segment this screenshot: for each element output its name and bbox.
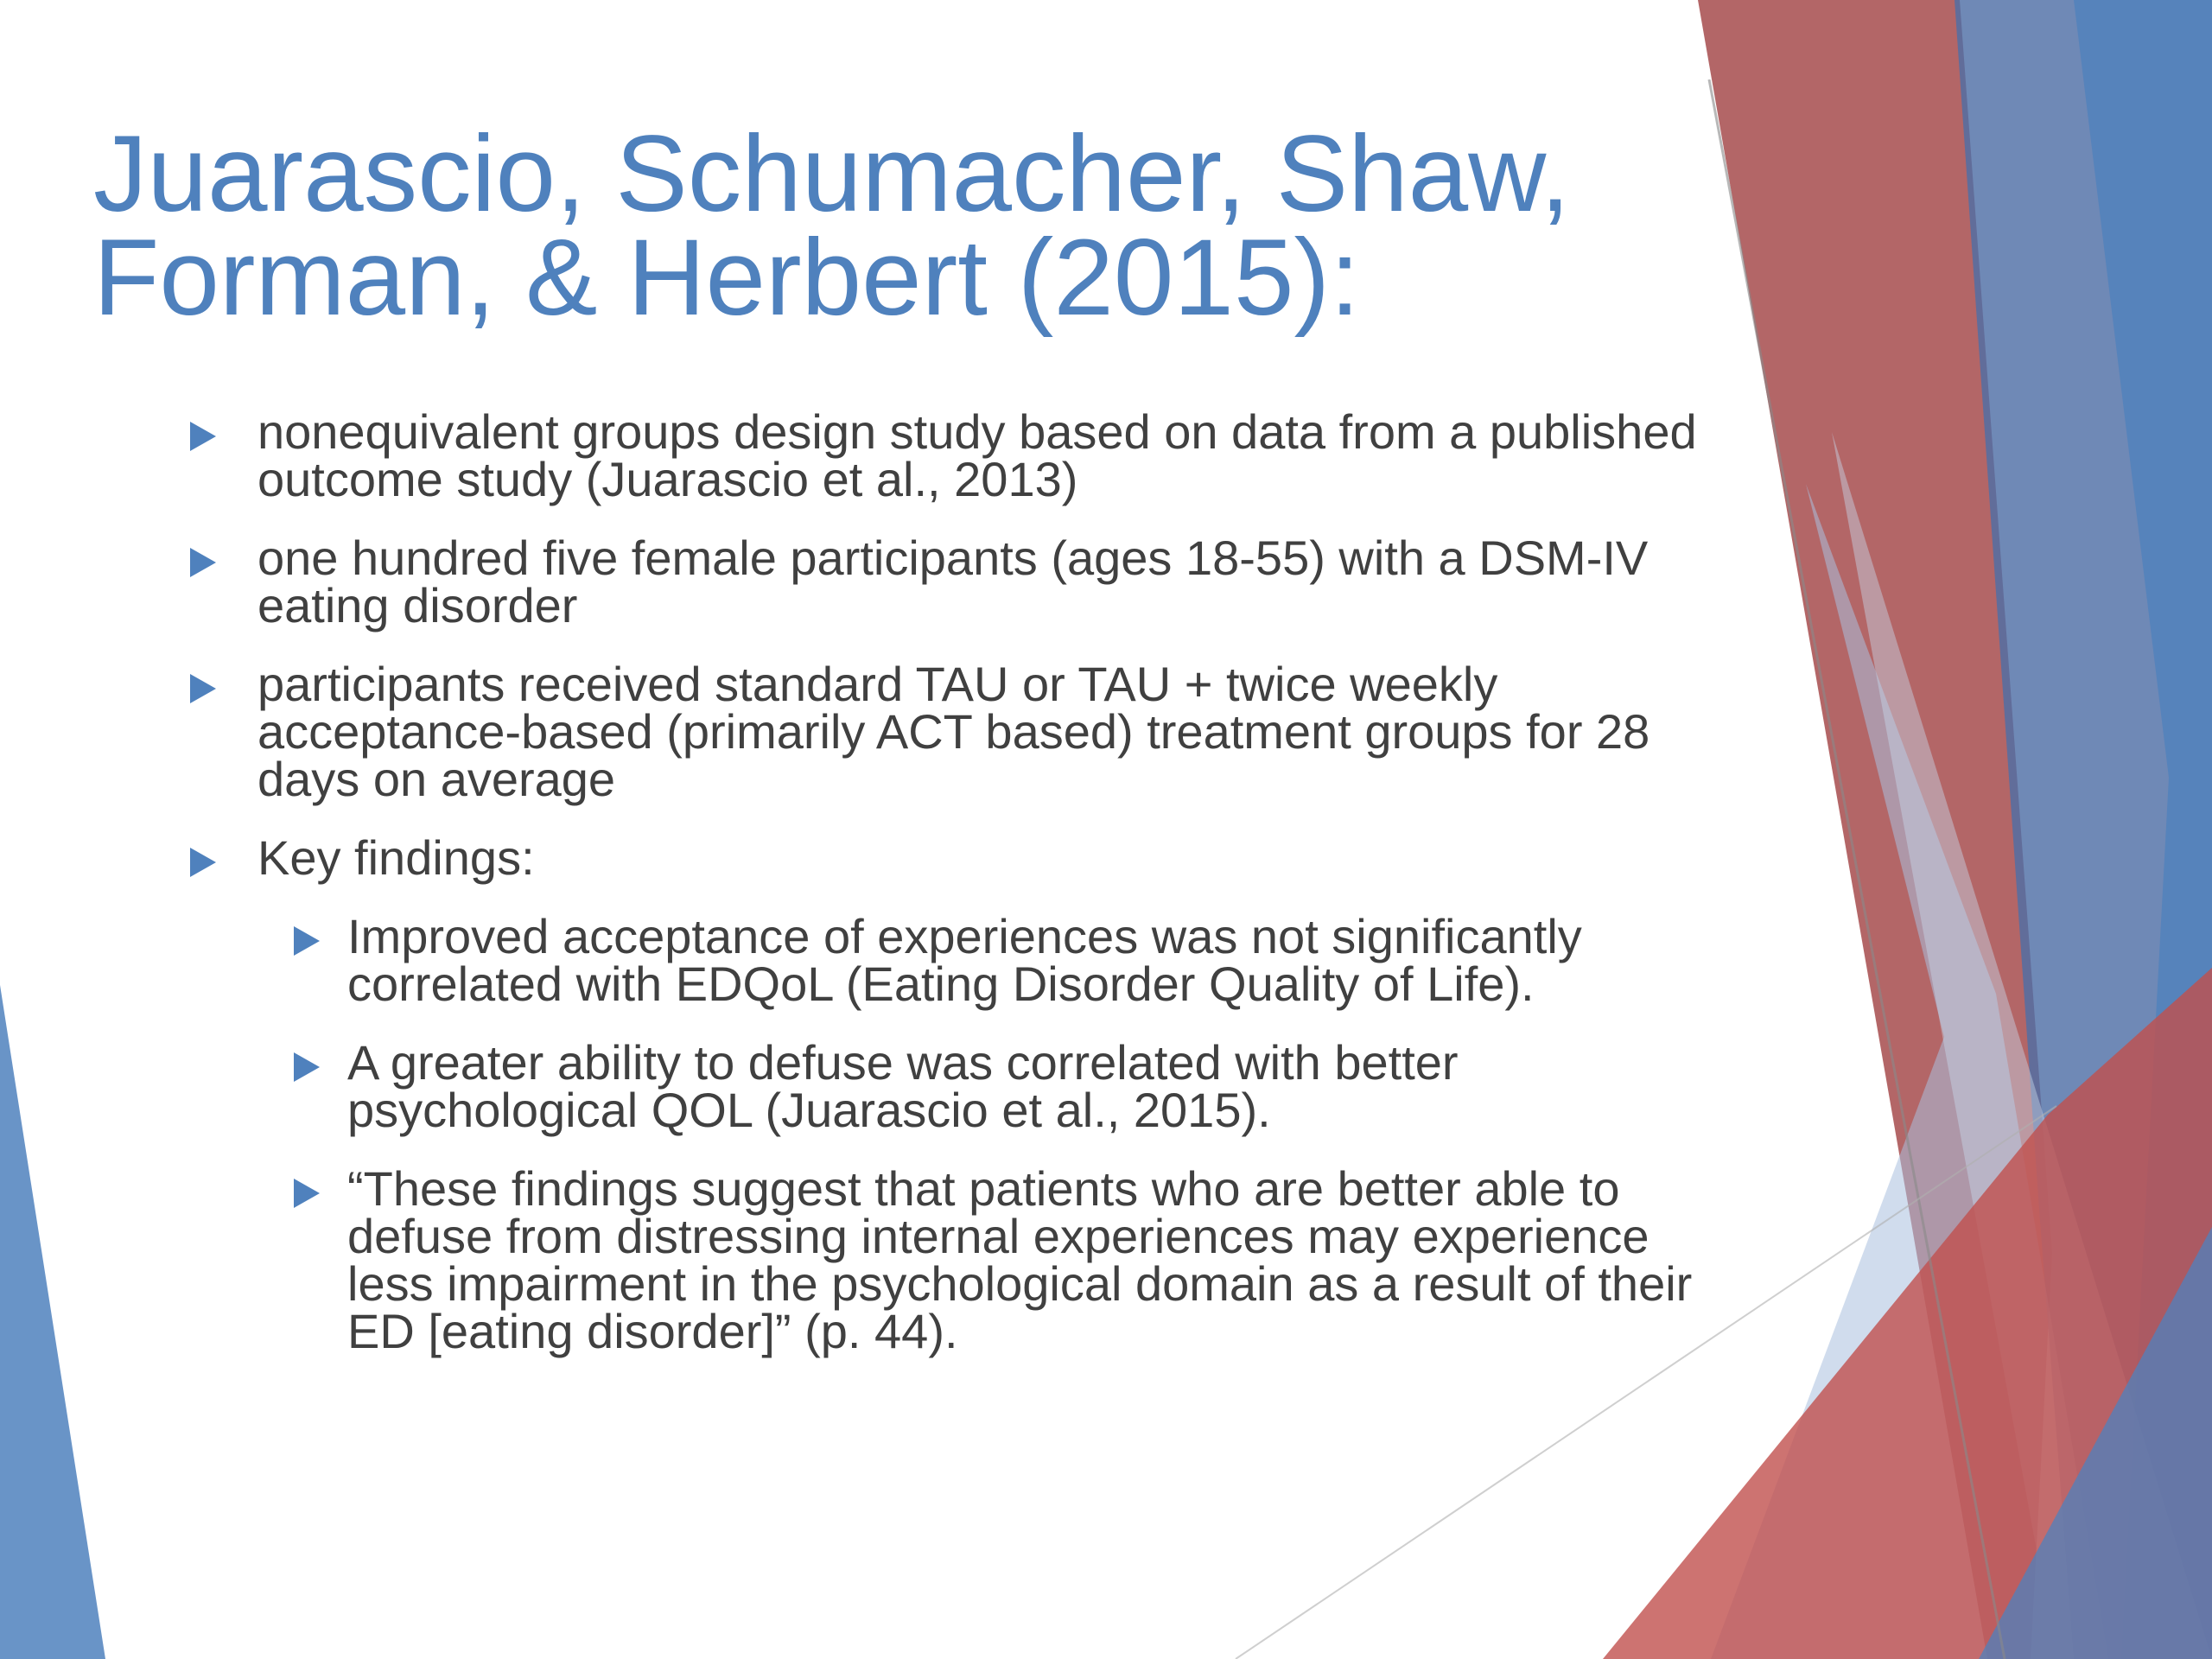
- sub-bullet-text: “These findings suggest that patients who are better able to defuse from distressing internal experiences may experience less impairment in the psychological domain as a result of their ED [eating disorder]” (p. 44).: [347, 1161, 1693, 1358]
- triangle-right-icon: [190, 848, 216, 877]
- sub-bullet-quote: [294, 1161, 1737, 1358]
- triangle-right-icon: [190, 674, 216, 703]
- triangle-right-icon: [190, 548, 216, 577]
- bullet-treatment: [181, 657, 1737, 806]
- title-line-2: Forman, & Herbert (2015):: [93, 218, 1360, 338]
- bullet-key-findings: [181, 830, 1737, 885]
- title-line-1: Juarascio, Schumacher, Shaw,: [93, 114, 1571, 234]
- sub-bullet-text: A greater ability to defuse was correlated with better psychological QOL (Juarascio et al., 2015).: [347, 1035, 1459, 1137]
- triangle-right-icon: [294, 1052, 320, 1082]
- triangle-right-icon: [294, 926, 320, 956]
- bullet-participants: [181, 531, 1737, 632]
- bullet-list: [181, 404, 1737, 1386]
- triangle-right-icon: [190, 422, 216, 451]
- sub-bullet-defusion: [294, 1035, 1737, 1137]
- slide-title: [93, 114, 1735, 338]
- triangle-right-icon: [294, 1179, 320, 1208]
- bullet-study-design: [181, 404, 1737, 506]
- bullet-text: Key findings:: [257, 830, 535, 885]
- left-blue-shape: [0, 985, 105, 1659]
- bullet-text: one hundred five female participants (ages 18-55) with a DSM-IV eating disorder: [257, 531, 1649, 632]
- sub-bullet-text: Improved acceptance of experiences was not significantly correlated with EDQoL (Eating Disorder Quality of Life).: [347, 909, 1582, 1011]
- sub-bullet-acceptance: [294, 909, 1737, 1011]
- bullet-text: participants received standard TAU or TAU + twice weekly acceptance-based (primarily ACT based) treatment groups for 28 days on average: [257, 657, 1650, 806]
- bullet-text: nonequivalent groups design study based on data from a published outcome study (Juarascio et al., 2013): [257, 404, 1697, 506]
